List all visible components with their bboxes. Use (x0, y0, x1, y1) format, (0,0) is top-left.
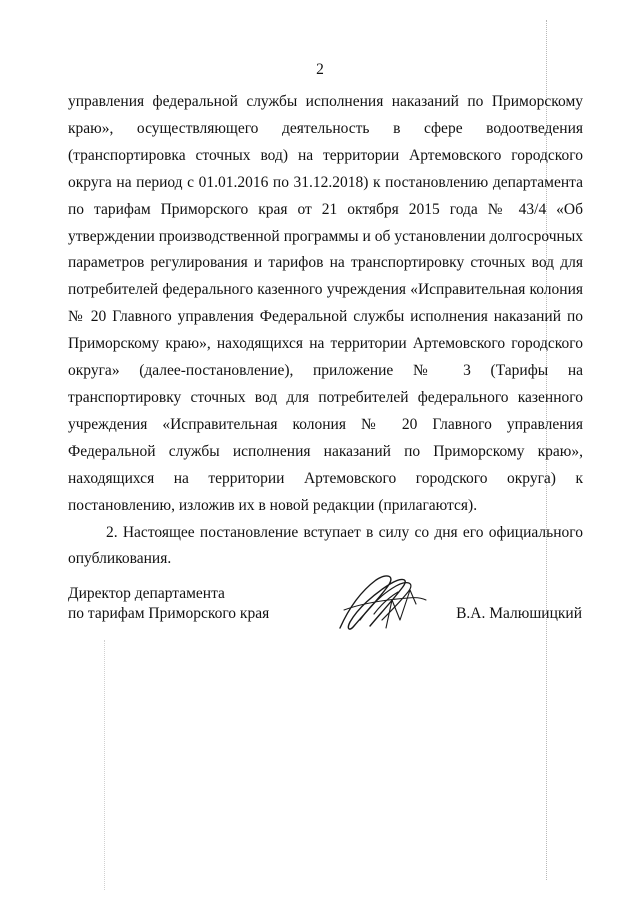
signatory-title (68, 584, 269, 624)
scan-artifact-line (104, 640, 105, 890)
handwritten-signature (330, 570, 430, 636)
signatory-title-line: по тарифам Приморского края (68, 605, 270, 622)
signatory-name: В.А. Малюшицкий (456, 605, 582, 622)
page-number: 2 (316, 61, 324, 78)
body-paragraph: управления федеральной службы исполнения наказаний по Приморскому краю», осуществляющего деятельность в сфере водоотведения (транспортировка сточных вод) на территории Артемовского городского округа на период с 01.01.2016 по 31.12.2018) к постановлению департамента по тарифам Приморского края от 21 октября 2015 года № 43/4 «Об утверждении производственной программы и об установлении долгосрочных параметров регулирования и тарифов на транспортировку сточных вод для потребителей федерального казенного учреждения «Исправительная колония № 20 Главного управления Федеральной службы исполнения наказаний по Приморскому краю», находящихся на территории Артемовского городского округа» (далее-постановление), приложение № 3 (Тарифы на транспортировку сточных вод для потребителей федерального казенного учреждения «Исправительная колония № 20 Главного управления Федеральной службы исполнения наказаний по Приморскому краю», находящихся на территории Артемовского городского округа) к постановлению, изложив их в новой редакции (прилагаются). (68, 93, 583, 514)
document-body (68, 89, 583, 573)
signatory-title-line: Директор департамента (68, 585, 225, 602)
signature-block (68, 584, 588, 644)
body-paragraph: 2. Настоящее постановление вступает в силу со дня его официального опубликования. (68, 523, 583, 568)
